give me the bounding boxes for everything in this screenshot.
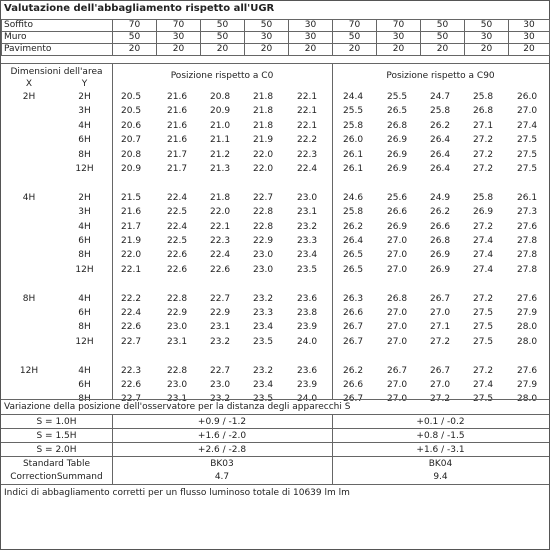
ugr-value-c0: 20.5 [121,92,142,102]
area-x: 4H [22,192,36,203]
ugr-value-c90: 26.9 [430,250,451,261]
dims-label: Dimensioni dell'area [10,67,103,77]
ugr-value-c0: 22.2 [297,135,318,146]
ugr-value-c0: 23.9 [297,380,318,390]
ugr-value-c0: 22.5 [167,236,188,246]
grid-line [112,414,113,484]
grid-line [1,484,549,485]
ugr-value-c90: 27.9 [517,380,538,390]
ugr-value-c90: 27.2 [430,336,451,347]
ugr-value-c90: 27.0 [430,308,451,318]
area-y: 6H [78,135,91,146]
grid-line [332,63,333,399]
ugr-value-c0: 22.4 [210,250,231,261]
ugr-value-c0: 21.9 [253,135,274,146]
grid-line [1,63,549,64]
reflectance-value: 50 [113,32,157,44]
ugr-value-c0: 22.1 [210,221,231,232]
ugr-value-c0: 23.2 [253,365,274,376]
ugr-value-c90: 24.4 [343,92,364,102]
ugr-value-c0: 20.9 [121,164,142,174]
ugr-value-c90: 26.6 [430,221,451,232]
ugr-value-c0: 22.6 [167,250,188,261]
ugr-value-c90: 26.7 [343,336,364,347]
standard-c90: BK04 [428,459,453,469]
grid-line [332,414,333,484]
ugr-value-c90: 27.0 [387,264,408,275]
ugr-value-c0: 21.6 [167,106,188,117]
ugr-value-c0: 21.6 [167,92,188,102]
ugr-value-c90: 27.4 [473,250,494,261]
ugr-value-c90: 27.0 [387,380,408,390]
variation-c90: +0.8 / -1.5 [416,431,465,441]
reflectance-value: 70 [377,20,421,32]
reflectance-value: 30 [465,32,509,44]
ugr-value-c0: 22.6 [167,264,188,275]
grid-line [112,63,113,399]
c90-label: Posizione rispetto a C90 [386,71,495,81]
ugr-value-c0: 23.0 [253,250,274,261]
ugr-value-c90: 26.1 [343,164,364,174]
reflectance-value: 50 [201,32,245,44]
ugr-value-c0: 23.0 [297,192,318,203]
reflectance-value: 20 [245,44,289,56]
reflectance-value: 30 [289,32,333,44]
ugr-value-c90: 27.6 [517,293,538,304]
grid-line [1,428,549,429]
ugr-value-c90: 27.0 [387,236,408,246]
ugr-value-c0: 24.0 [297,336,318,347]
y-label: Y [81,79,88,89]
area-y: 4H [78,221,91,232]
ugr-value-c90: 26.0 [343,135,364,146]
ugr-value-c0: 22.8 [167,365,188,376]
ugr-value-c0: 22.6 [121,322,142,333]
ugr-value-c0: 23.4 [253,322,274,333]
ugr-value-c90: 27.0 [430,380,451,390]
ugr-value-c0: 21.9 [121,236,142,246]
ugr-value-c90: 26.8 [387,293,408,304]
area-y: 12H [75,264,94,275]
reflectance-value: 30 [377,32,421,44]
ugr-value-c90: 27.5 [473,322,494,333]
ugr-value-c90: 27.5 [517,149,538,160]
ugr-value-c90: 26.1 [343,149,364,160]
variation-c90: +1.6 / -3.1 [416,445,465,455]
x-label: X [25,79,33,89]
ugr-value-c0: 23.6 [297,365,318,376]
grid-line [1,456,549,457]
variation-spacing-label: S = 2.0H [36,445,77,455]
ugr-value-c0: 21.0 [210,120,231,131]
ugr-value-c90: 28.0 [517,322,538,333]
ugr-value-c90: 26.4 [430,149,451,160]
variation-c90: +0.1 / -0.2 [416,417,465,427]
ugr-value-c90: 25.8 [473,92,494,102]
ugr-value-c0: 22.2 [121,293,142,304]
ugr-value-c0: 23.6 [297,293,318,304]
ugr-value-c0: 21.7 [167,149,188,160]
ugr-value-c90: 26.6 [387,207,408,218]
ugr-value-c90: 26.4 [430,164,451,174]
ugr-value-c0: 22.9 [167,308,188,318]
footer-note: Indici di abbagliamento corretti per un flusso luminoso totale di 10639 lm lm [4,488,350,498]
reflectance-value: 30 [509,32,550,44]
ugr-value-c0: 21.1 [210,135,231,146]
area-y: 6H [78,380,91,390]
ugr-value-c90: 25.5 [387,92,408,102]
ugr-value-c0: 23.0 [210,380,231,390]
ugr-value-c0: 22.6 [121,380,142,390]
ugr-value-c0: 23.1 [297,207,318,218]
ugr-value-c0: 21.8 [253,92,274,102]
area-y: 8H [78,250,91,261]
ugr-value-c90: 26.2 [343,221,364,232]
ugr-value-c0: 22.3 [210,236,231,246]
ugr-value-c90: 26.4 [430,135,451,146]
ugr-value-c0: 22.9 [210,308,231,318]
variation-spacing-label: S = 1.0H [36,417,77,427]
reflectance-value: 70 [113,20,157,32]
ugr-value-c90: 27.5 [517,135,538,146]
reflectance-value: 50 [421,20,465,32]
ugr-value-c0: 20.7 [121,135,142,146]
c0-label: Posizione rispetto a C0 [170,71,274,81]
ugr-value-c0: 20.9 [210,106,231,117]
ugr-value-c90: 26.7 [387,365,408,376]
variation-title: Variazione della posizione dell'osservatore per la distanza degli apparecchi S [4,402,351,412]
ugr-value-c90: 26.1 [517,192,538,203]
ugr-value-c0: 21.3 [210,164,231,174]
ugr-value-c0: 22.0 [210,207,231,218]
ugr-value-c90: 26.9 [387,221,408,232]
ugr-value-c90: 26.5 [343,250,364,261]
reflectance-value: 20 [157,44,201,56]
area-y: 6H [78,236,91,246]
reflectance-value: 20 [113,44,157,56]
correction-label: CorrectionSummand [10,472,103,482]
ugr-value-c0: 21.8 [253,120,274,131]
variation-spacing-label: S = 1.5H [36,431,77,441]
ugr-value-c0: 20.8 [210,92,231,102]
ugr-value-c0: 23.2 [253,293,274,304]
ugr-value-c0: 22.8 [253,207,274,218]
ugr-value-c0: 21.7 [121,221,142,232]
ugr-value-c0: 22.0 [121,250,142,261]
page-title: Valutazione dell'abbagliamento rispetto all'UGR [4,3,275,14]
ugr-value-c90: 25.5 [343,106,364,117]
ugr-value-c0: 23.2 [210,336,231,347]
variation-c0: +2.6 / -2.8 [197,445,247,455]
ugr-value-c90: 27.4 [473,236,494,246]
reflectance-value: 70 [333,20,377,32]
ugr-value-c0: 23.5 [253,336,274,347]
ugr-value-c0: 23.0 [167,322,188,333]
ugr-value-c90: 27.0 [387,322,408,333]
ugr-value-c90: 25.8 [473,192,494,203]
ugr-value-c90: 27.8 [517,264,538,275]
ugr-value-c90: 26.0 [517,92,538,102]
ugr-value-c0: 22.7 [210,293,231,304]
ugr-value-c90: 26.4 [343,236,364,246]
reflectance-value: 20 [421,44,465,56]
area-x: 8H [22,293,36,304]
reflectance-value: 20 [377,44,421,56]
grid-line [1,399,549,400]
correction-c0: 4.7 [214,472,230,482]
ugr-value-c90: 27.0 [387,250,408,261]
area-y: 4H [78,293,91,304]
ugr-value-c90: 26.6 [343,380,364,390]
area-y: 12H [75,336,94,347]
ugr-value-c0: 22.4 [167,221,188,232]
ugr-value-c90: 26.2 [430,120,451,131]
ugr-value-c90: 27.3 [517,207,538,218]
area-y: 4H [78,120,91,131]
ugr-value-c0: 22.7 [253,192,274,203]
ugr-value-c0: 23.3 [297,236,318,246]
grid-line [1,442,549,443]
ugr-value-c0: 23.8 [297,308,318,318]
ugr-value-c90: 27.2 [473,164,494,174]
reflectance-table [1,19,550,56]
reflectance-row [2,32,550,44]
ugr-value-c0: 20.5 [121,106,142,117]
ugr-value-c90: 26.8 [387,120,408,131]
ugr-value-c0: 22.1 [297,120,318,131]
area-y: 3H [78,106,91,117]
ugr-value-c90: 26.8 [430,236,451,246]
ugr-value-c90: 26.9 [473,207,494,218]
reflectance-value: 30 [245,32,289,44]
standard-c0: BK03 [210,459,234,469]
ugr-value-c90: 26.5 [343,264,364,275]
ugr-value-c90: 26.8 [473,106,494,117]
ugr-value-c90: 27.9 [517,308,538,318]
reflectance-value: 50 [201,20,245,32]
ugr-value-c0: 21.6 [167,135,188,146]
ugr-value-c90: 27.2 [473,149,494,160]
ugr-value-c90: 26.9 [430,264,451,275]
ugr-value-c90: 26.7 [430,365,451,376]
ugr-value-c0: 22.8 [253,221,274,232]
ugr-value-c90: 27.0 [517,106,538,117]
reflectance-value: 70 [157,20,201,32]
ugr-value-c90: 24.7 [430,92,451,102]
ugr-value-c0: 23.1 [210,322,231,333]
reflectance-value: 30 [157,32,201,44]
ugr-value-c0: 22.8 [167,293,188,304]
ugr-value-c90: 26.7 [343,322,364,333]
ugr-value-c0: 21.6 [167,120,188,131]
ugr-value-c90: 26.6 [343,308,364,318]
reflectance-label: Soffito [2,20,113,32]
ugr-value-c90: 27.4 [473,264,494,275]
area-y: 2H [78,192,91,203]
ugr-value-c0: 23.3 [253,308,274,318]
reflectance-label: Muro [2,32,113,44]
variation-c0: +0.9 / -1.2 [197,417,247,427]
ugr-value-c90: 27.0 [387,336,408,347]
ugr-value-c90: 24.6 [343,192,364,203]
ugr-value-c90: 27.5 [517,164,538,174]
grid-line [1,414,549,415]
reflectance-value: 20 [333,44,377,56]
ugr-value-c90: 25.6 [387,192,408,203]
ugr-value-c90: 26.9 [387,135,408,146]
ugr-value-c90: 27.2 [473,293,494,304]
reflectance-row [2,44,550,56]
ugr-value-c0: 21.8 [253,106,274,117]
ugr-value-c0: 22.9 [253,236,274,246]
variation-c0: +1.6 / -2.0 [197,431,247,441]
ugr-value-c90: 25.8 [430,106,451,117]
reflectance-value: 50 [333,32,377,44]
ugr-value-c90: 27.6 [517,221,538,232]
ugr-value-c0: 21.5 [121,192,142,203]
area-y: 6H [78,308,91,318]
ugr-value-c0: 21.2 [210,149,231,160]
reflectance-value: 30 [289,20,333,32]
ugr-value-c90: 26.9 [387,149,408,160]
ugr-value-c0: 23.9 [297,322,318,333]
reflectance-value: 20 [289,44,333,56]
ugr-value-c90: 26.7 [430,293,451,304]
ugr-value-c0: 22.4 [297,164,318,174]
ugr-value-c0: 21.6 [121,207,142,218]
ugr-value-c90: 26.9 [387,164,408,174]
ugr-value-c0: 22.1 [297,92,318,102]
reflectance-value: 50 [245,20,289,32]
ugr-value-c0: 23.2 [297,221,318,232]
area-y: 12H [75,164,94,174]
ugr-value-c90: 25.8 [343,207,364,218]
ugr-value-c90: 26.3 [343,293,364,304]
ugr-value-c90: 27.1 [473,120,494,131]
ugr-value-c90: 27.0 [387,308,408,318]
ugr-value-c0: 22.3 [297,149,318,160]
ugr-value-c0: 22.1 [297,106,318,117]
ugr-value-c90: 28.0 [517,336,538,347]
ugr-value-c0: 21.7 [167,164,188,174]
ugr-value-c0: 23.4 [253,380,274,390]
ugr-value-c0: 23.1 [167,336,188,347]
ugr-value-c90: 27.1 [430,322,451,333]
ugr-value-c0: 23.0 [253,264,274,275]
ugr-value-c0: 23.4 [297,250,318,261]
reflectance-row [2,20,550,32]
area-y: 2H [78,92,91,102]
ugr-value-c0: 22.0 [253,149,274,160]
ugr-value-c0: 22.7 [210,365,231,376]
ugr-value-c0: 22.5 [167,207,188,218]
ugr-value-c0: 21.8 [210,192,231,203]
reflectance-label: Pavimento [2,44,113,56]
reflectance-value: 30 [509,20,550,32]
area-y: 8H [78,149,91,160]
ugr-value-c0: 22.7 [121,336,142,347]
ugr-value-c0: 20.6 [121,120,142,131]
standard-table-label: Standard Table [22,459,91,469]
ugr-value-c90: 26.2 [430,207,451,218]
reflectance-value: 50 [465,20,509,32]
reflectance-value: 50 [421,32,465,44]
ugr-value-c0: 22.0 [253,164,274,174]
ugr-value-c90: 24.9 [430,192,451,203]
ugr-value-c90: 26.5 [387,106,408,117]
ugr-value-c0: 22.4 [121,308,142,318]
ugr-value-c0: 22.1 [121,264,142,275]
ugr-value-c0: 23.0 [167,380,188,390]
ugr-value-c90: 27.2 [473,221,494,232]
ugr-value-c90: 27.2 [473,365,494,376]
ugr-value-c90: 26.2 [343,365,364,376]
area-y: 8H [78,322,91,333]
area-x: 2H [22,92,36,102]
reflectance-value: 20 [465,44,509,56]
area-y: 4H [78,365,91,376]
ugr-value-c90: 27.8 [517,236,538,246]
ugr-value-c90: 27.5 [473,336,494,347]
reflectance-value: 20 [201,44,245,56]
ugr-value-c90: 27.4 [473,380,494,390]
ugr-value-c90: 27.8 [517,250,538,261]
ugr-value-c0: 22.6 [210,264,231,275]
ugr-value-c0: 23.5 [297,264,318,275]
reflectance-value: 20 [509,44,550,56]
area-x: 12H [19,365,39,376]
ugr-value-c0: 22.4 [167,192,188,203]
ugr-value-c90: 27.6 [517,365,538,376]
ugr-value-c90: 27.4 [517,120,538,131]
ugr-value-c90: 27.5 [473,308,494,318]
correction-c90: 9.4 [433,472,448,482]
ugr-value-c90: 25.8 [343,120,364,131]
area-y: 3H [78,207,91,218]
ugr-value-c0: 22.3 [121,365,142,376]
ugr-value-c90: 27.2 [473,135,494,146]
ugr-value-c0: 20.8 [121,149,142,160]
